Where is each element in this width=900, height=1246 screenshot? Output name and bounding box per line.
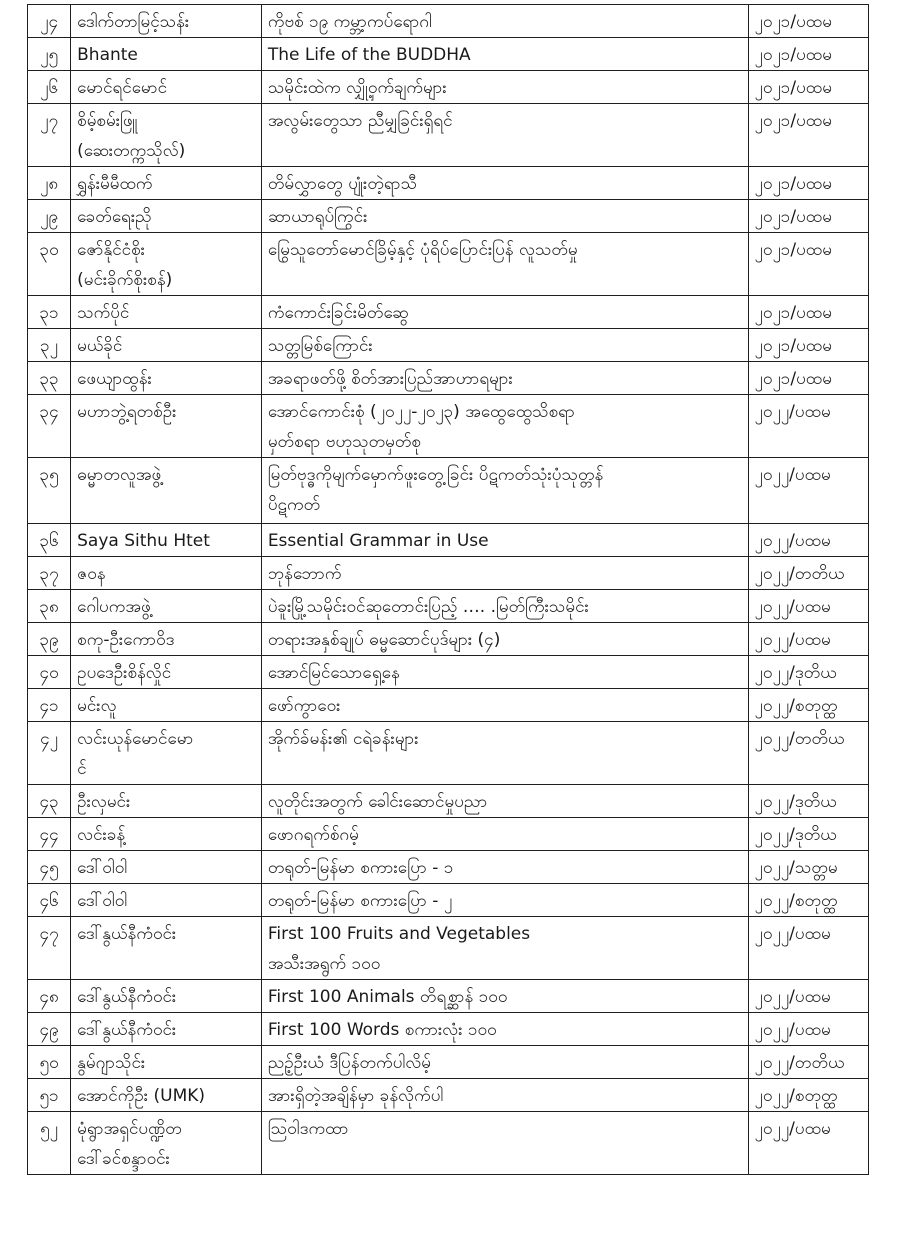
edition-cell: ၂၀၂၁/ပထမ bbox=[748, 362, 868, 395]
title-line: First 100 Fruits and Vegetables bbox=[267, 924, 531, 944]
author-line: သက်ပိုင် bbox=[77, 303, 130, 323]
row-number-cell: ၅၂ bbox=[28, 1112, 71, 1175]
edition-cell: ၂၀၂၂/ပထမ bbox=[748, 524, 868, 557]
table-row bbox=[28, 329, 869, 362]
row-number-cell: ၄၃ bbox=[28, 785, 71, 818]
table-row bbox=[28, 623, 869, 656]
title-cell bbox=[261, 362, 748, 395]
title-line: The Life of the BUDDHA bbox=[267, 45, 471, 65]
row-number-cell: ၃၅ bbox=[28, 458, 71, 524]
title-cell bbox=[261, 1112, 748, 1175]
edition-cell: ၂၀၂၂/ပထမ bbox=[748, 590, 868, 623]
title-line: ဆာယာရုပ်ကြွင်း bbox=[267, 207, 368, 227]
author-line: ဒေါ်ခင်စန္ဒာဝင်း bbox=[77, 1149, 170, 1169]
title-line: အလွမ်းတွေသာ ညီမျှခြင်းရှိရင် bbox=[267, 111, 453, 131]
author-line: ဇဝန bbox=[77, 564, 106, 584]
table-row bbox=[28, 980, 869, 1013]
row-number-cell: ၂၇ bbox=[28, 104, 71, 167]
title-line: အောင်မြင်သောရှေ့နေ bbox=[267, 663, 400, 683]
table-row bbox=[28, 656, 869, 689]
title-line: ဖော်ကွာဝေး bbox=[267, 696, 341, 716]
row-number-cell: ၃၁ bbox=[28, 296, 71, 329]
author-line: ခေတ်ရေးညို bbox=[77, 207, 152, 227]
author-cell bbox=[71, 329, 262, 362]
title-line: တရုတ်-မြန်မာ စကားပြော - ၁ bbox=[267, 858, 454, 878]
title-line: First 100 Words စကားလုံး ၁၀၀ bbox=[267, 1020, 497, 1040]
title-cell bbox=[261, 884, 748, 917]
row-number-cell: ၂၄ bbox=[28, 5, 71, 38]
title-cell bbox=[261, 167, 748, 200]
title-line: Essential Grammar in Use bbox=[267, 531, 489, 551]
row-number-cell: ၂၉ bbox=[28, 200, 71, 233]
edition-cell: ၂၀၂၂/ဒုတိယ bbox=[748, 818, 868, 851]
title-cell bbox=[261, 980, 748, 1013]
edition-cell: ၂၀၂၁/ပထမ bbox=[748, 167, 868, 200]
book-list-body bbox=[28, 5, 869, 1175]
edition-cell: ၂၀၂၂/တတိယ bbox=[748, 1046, 868, 1079]
author-cell bbox=[71, 38, 262, 71]
table-row bbox=[28, 884, 869, 917]
row-number-cell: ၃၉ bbox=[28, 623, 71, 656]
author-line: မောင်ရင်မောင် bbox=[77, 78, 168, 98]
row-number-cell: ၂၈ bbox=[28, 167, 71, 200]
title-cell bbox=[261, 233, 748, 296]
title-cell bbox=[261, 38, 748, 71]
title-cell bbox=[261, 785, 748, 818]
title-line: ဘုန်ဘောက် bbox=[267, 564, 342, 584]
edition-cell: ၂၀၂၂/ပထမ bbox=[748, 458, 868, 524]
title-cell bbox=[261, 524, 748, 557]
title-cell bbox=[261, 557, 748, 590]
edition-cell: ၂၀၂၂/သတ္တမ bbox=[748, 851, 868, 884]
author-cell bbox=[71, 722, 262, 785]
edition-cell: ၂၀၂၁/ပထမ bbox=[748, 200, 868, 233]
author-line: ဒေါ်နွယ်နီကံဝင်း bbox=[77, 987, 177, 1007]
author-cell bbox=[71, 200, 262, 233]
table-row bbox=[28, 458, 869, 524]
table-row bbox=[28, 785, 869, 818]
edition-cell: ၂၀၂၂/ဒုတိယ bbox=[748, 656, 868, 689]
row-number-cell: ၃၃ bbox=[28, 362, 71, 395]
title-cell bbox=[261, 104, 748, 167]
edition-cell: ၂၀၂၁/ပထမ bbox=[748, 71, 868, 104]
author-cell bbox=[71, 395, 262, 458]
table-row bbox=[28, 362, 869, 395]
edition-cell: ၂၀၂၁/ပထမ bbox=[748, 329, 868, 362]
author-line: မယ်ခိုင် bbox=[77, 336, 123, 356]
table-row bbox=[28, 5, 869, 38]
row-number-cell: ၃၈ bbox=[28, 590, 71, 623]
table-row bbox=[28, 818, 869, 851]
author-line: ဒေါ်ဝါဝါ bbox=[77, 858, 128, 878]
title-cell bbox=[261, 818, 748, 851]
author-cell bbox=[71, 851, 262, 884]
title-line: ကံကောင်းခြင်းမိတ်ဆွေ bbox=[267, 303, 409, 323]
title-cell bbox=[261, 329, 748, 362]
title-line: အိုက်ခ်မန်း၏ ငရဲခန်းများ bbox=[267, 729, 419, 749]
author-line: မဟာဘွဲ့ရတစ်ဦး bbox=[77, 402, 177, 422]
title-line: တရုတ်-မြန်မာ စကားပြော - ၂ bbox=[267, 891, 453, 911]
table-row bbox=[28, 689, 869, 722]
title-cell bbox=[261, 722, 748, 785]
title-line: ဖောဂရက်စ်ဂမ့် bbox=[267, 825, 359, 845]
author-cell bbox=[71, 1112, 262, 1175]
title-line: မြတ်ဗုဒ္ဓကိုမျက်မှောက်ဖူးတွေ့ခြင်း ပိဋကတ်သုံးပုံသုတ္တန် bbox=[267, 465, 604, 485]
author-cell bbox=[71, 524, 262, 557]
edition-cell: ၂၀၂၂/ပထမ bbox=[748, 395, 868, 458]
title-line: တိမ်လွှာတွေ ပျုံးတဲ့ရာသီ bbox=[267, 174, 418, 194]
table-row bbox=[28, 1079, 869, 1112]
author-cell bbox=[71, 167, 262, 200]
author-line: ဓမ္မာတလူအဖွဲ့ bbox=[77, 465, 162, 485]
title-line: အားရှိတဲ့အချိန်မှာ ခုန်လိုက်ပါ bbox=[267, 1086, 444, 1106]
table-row bbox=[28, 851, 869, 884]
table-row bbox=[28, 1013, 869, 1046]
author-line: စိမ့်စမ်းဖြူ bbox=[77, 111, 138, 131]
author-line: ဒေါ်ဝါဝါ bbox=[77, 891, 128, 911]
table-row bbox=[28, 38, 869, 71]
author-cell bbox=[71, 980, 262, 1013]
title-cell bbox=[261, 1046, 748, 1079]
author-cell bbox=[71, 884, 262, 917]
author-line: ဂေါပကအဖွဲ့ bbox=[77, 597, 151, 617]
title-line: အောင်ကောင်းစုံ (၂၀၂၂-၂၀၂၃) အထွေထွေသိစရာ bbox=[267, 402, 575, 422]
row-number-cell: ၄၇ bbox=[28, 917, 71, 980]
table-row bbox=[28, 1046, 869, 1079]
edition-cell: ၂၀၂၂/ပထမ bbox=[748, 1112, 868, 1175]
edition-cell: ၂၀၂၂/ပထမ bbox=[748, 1013, 868, 1046]
author-line: စကု-ဦးကောဝိဒ bbox=[77, 630, 175, 650]
title-cell bbox=[261, 689, 748, 722]
edition-cell: ၂၀၂၁/ပထမ bbox=[748, 38, 868, 71]
author-line: မင်းလူ bbox=[77, 696, 117, 716]
book-list-table bbox=[27, 4, 869, 1175]
title-line: မြွေသူတော်မောင်ခြိမ့်နှင့် ပုံရိပ်ပြောင်းပြန် လူသတ်မှု bbox=[267, 240, 578, 260]
title-cell bbox=[261, 1013, 748, 1046]
author-line: မုံရွာအရှင်ပဏ္ဍိတ bbox=[77, 1119, 182, 1139]
row-number-cell: ၂၆ bbox=[28, 71, 71, 104]
row-number-cell: ၄၉ bbox=[28, 1013, 71, 1046]
row-number-cell: ၃၄ bbox=[28, 395, 71, 458]
row-number-cell: ၄၆ bbox=[28, 884, 71, 917]
author-cell bbox=[71, 1046, 262, 1079]
edition-cell: ၂၀၂၂/ပထမ bbox=[748, 623, 868, 656]
author-cell bbox=[71, 1079, 262, 1112]
title-line: သတ္တမြစ်ကြောင်း bbox=[267, 336, 373, 356]
author-line: ဦးလှမင်း bbox=[77, 792, 131, 812]
title-line: First 100 Animals တိရစ္ဆာန် ၁၀၀ bbox=[267, 987, 508, 1007]
table-row bbox=[28, 296, 869, 329]
row-number-cell: ၃၂ bbox=[28, 329, 71, 362]
edition-cell: ၂၀၂၂/စတုတ္ထ bbox=[748, 884, 868, 917]
author-cell bbox=[71, 1013, 262, 1046]
edition-cell: ၂၀၂၂/ပထမ bbox=[748, 980, 868, 1013]
title-line: ပိဋကတ် bbox=[267, 495, 321, 515]
title-line: မှတ်စရာ ဗဟုသုတမှတ်စု bbox=[267, 432, 421, 452]
author-line: (မင်းခိုက်စိုးစန်) bbox=[77, 270, 173, 290]
author-line: လင်းယုန်မောင်မော bbox=[77, 729, 194, 749]
title-line: သြဝါဒကထာ bbox=[267, 1119, 349, 1139]
author-line: ရွှန်းမီမီထက် bbox=[77, 174, 153, 194]
author-cell bbox=[71, 557, 262, 590]
table-row bbox=[28, 557, 869, 590]
title-cell bbox=[261, 458, 748, 524]
row-number-cell: ၅၀ bbox=[28, 1046, 71, 1079]
author-cell bbox=[71, 785, 262, 818]
title-cell bbox=[261, 5, 748, 38]
row-number-cell: ၃၀ bbox=[28, 233, 71, 296]
author-line: ဒေါ်နွယ်နီကံဝင်း bbox=[77, 1020, 177, 1040]
title-line: လူတိုင်းအတွက် ခေါင်းဆောင်မှုပညာ bbox=[267, 792, 488, 812]
title-cell bbox=[261, 656, 748, 689]
author-cell bbox=[71, 458, 262, 524]
row-number-cell: ၃၇ bbox=[28, 557, 71, 590]
edition-cell: ၂၀၂၁/ပထမ bbox=[748, 5, 868, 38]
title-cell bbox=[261, 623, 748, 656]
author-line: ဖေယျာထွန်း bbox=[77, 369, 152, 389]
table-row bbox=[28, 1112, 869, 1175]
edition-cell: ၂၀၂၂/တတိယ bbox=[748, 722, 868, 785]
row-number-cell: ၄၈ bbox=[28, 980, 71, 1013]
row-number-cell: ၄၄ bbox=[28, 818, 71, 851]
table-row bbox=[28, 590, 869, 623]
row-number-cell: ၃၆ bbox=[28, 524, 71, 557]
edition-cell: ၂၀၂၁/ပထမ bbox=[748, 296, 868, 329]
title-cell bbox=[261, 71, 748, 104]
author-line: ဇော်နိုင်ငံစိုး bbox=[77, 240, 145, 260]
edition-cell: ၂၀၂၂/စတုတ္ထ bbox=[748, 1079, 868, 1112]
table-row bbox=[28, 722, 869, 785]
author-cell bbox=[71, 689, 262, 722]
row-number-cell: ၄၀ bbox=[28, 656, 71, 689]
author-line: အောင်ကိုဦး (UMK) bbox=[77, 1086, 206, 1106]
table-row bbox=[28, 71, 869, 104]
author-cell bbox=[71, 296, 262, 329]
edition-cell: ၂၀၂၂/ပထမ bbox=[748, 917, 868, 980]
table-row bbox=[28, 524, 869, 557]
title-cell bbox=[261, 200, 748, 233]
author-line: ဒေါက်တာမြင့်သန်း bbox=[77, 12, 190, 32]
author-cell bbox=[71, 233, 262, 296]
author-cell bbox=[71, 917, 262, 980]
author-line: င် bbox=[77, 759, 87, 779]
title-line: အသီးအရွက် ၁၀၀ bbox=[267, 954, 381, 974]
row-number-cell: ၄၅ bbox=[28, 851, 71, 884]
title-cell bbox=[261, 851, 748, 884]
table-row bbox=[28, 200, 869, 233]
row-number-cell: ၂၅ bbox=[28, 38, 71, 71]
table-row bbox=[28, 395, 869, 458]
author-line: ဒေါ်နွယ်နီကံဝင်း bbox=[77, 924, 177, 944]
table-row bbox=[28, 233, 869, 296]
row-number-cell: ၄၂ bbox=[28, 722, 71, 785]
author-cell bbox=[71, 362, 262, 395]
title-line: အခရာဖတ်ဖို့ စိတ်အားပြည်အာဟာရများ bbox=[267, 369, 513, 389]
row-number-cell: ၅၁ bbox=[28, 1079, 71, 1112]
title-cell bbox=[261, 590, 748, 623]
title-line: ညဉ့်ဦးယံ ဒီပြန်တက်ပါလိမ့် bbox=[267, 1053, 432, 1073]
row-number-cell: ၄၁ bbox=[28, 689, 71, 722]
author-line: ဥပဒေဦးစိန်လှိုင် bbox=[77, 663, 172, 683]
author-line: နွမ်ဂျာသိုင်း bbox=[77, 1053, 146, 1073]
author-line: (ဆေးတက္ကသိုလ်) bbox=[77, 141, 186, 161]
author-line: Saya Sithu Htet bbox=[77, 531, 210, 551]
title-line: ကိုဗစ် ၁၉ ကမ္ဘာ့ကပ်ရောဂါ bbox=[267, 12, 432, 32]
author-line: Bhante bbox=[77, 45, 138, 65]
edition-cell: ၂၀၂၁/ပထမ bbox=[748, 104, 868, 167]
edition-cell: ၂၀၂၂/ဒုတိယ bbox=[748, 785, 868, 818]
table-row bbox=[28, 917, 869, 980]
author-cell bbox=[71, 656, 262, 689]
title-cell bbox=[261, 917, 748, 980]
edition-cell: ၂၀၂၂/စတုတ္ထ bbox=[748, 689, 868, 722]
author-cell bbox=[71, 5, 262, 38]
author-cell bbox=[71, 590, 262, 623]
title-line: သမိုင်းထဲက လျှို့ဝှက်ချက်များ bbox=[267, 78, 447, 98]
author-line: လင်းခန့် bbox=[77, 825, 126, 845]
table-row bbox=[28, 104, 869, 167]
author-cell bbox=[71, 818, 262, 851]
edition-cell: ၂၀၂၂/တတိယ bbox=[748, 557, 868, 590]
title-line: ပဲခူးမြို့သမိုင်းဝင်ဆုတောင်းပြည့် …. .မြတ်ကြီးသမိုင်း bbox=[267, 597, 589, 617]
title-cell bbox=[261, 296, 748, 329]
author-cell bbox=[71, 623, 262, 656]
table-row bbox=[28, 167, 869, 200]
title-cell bbox=[261, 1079, 748, 1112]
author-cell bbox=[71, 71, 262, 104]
title-cell bbox=[261, 395, 748, 458]
author-cell bbox=[71, 104, 262, 167]
title-line: တရားအနှစ်ချုပ် ဓမ္မဆောင်ပုဒ်များ (၄) bbox=[267, 630, 501, 650]
edition-cell: ၂၀၂၁/ပထမ bbox=[748, 233, 868, 296]
